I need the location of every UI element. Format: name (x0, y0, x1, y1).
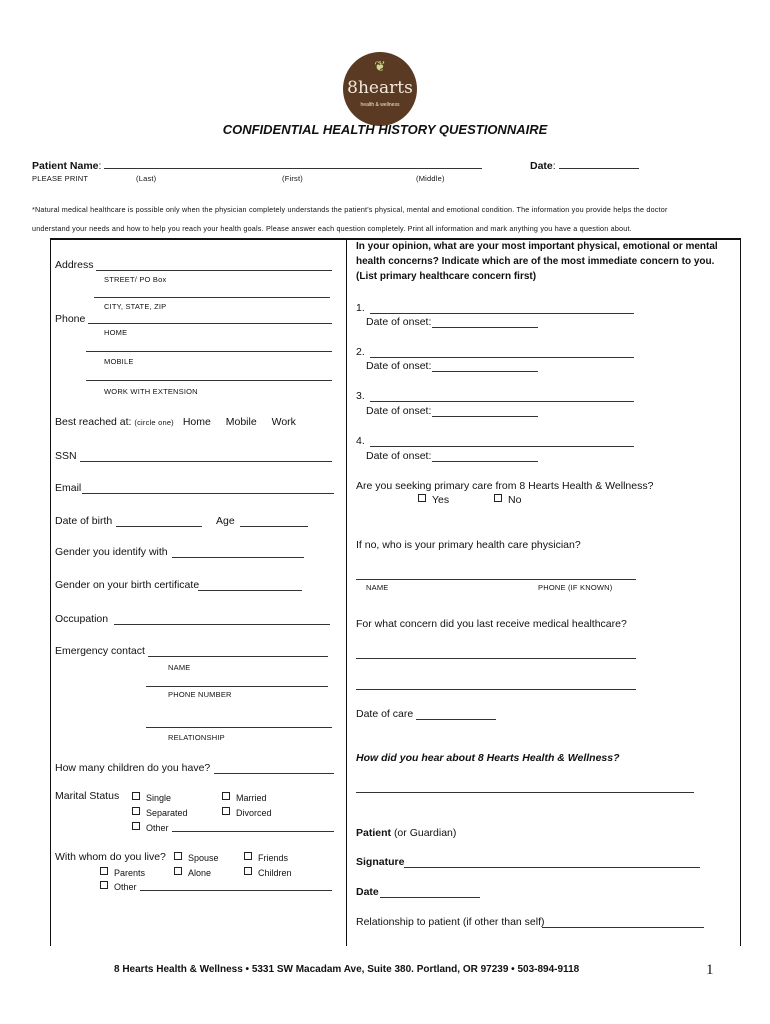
yes-label: Yes (432, 494, 450, 506)
onset-4-field[interactable] (432, 461, 538, 462)
other2-label: Other (114, 882, 137, 892)
dob-label: Date of birth (55, 515, 113, 527)
married-checkbox[interactable] (222, 792, 230, 800)
physician-question: If no, who is your primary health care physician? (356, 539, 581, 551)
street-caption: STREET/ PO Box (104, 275, 167, 284)
divider-center (346, 238, 347, 946)
emergency-name-field[interactable] (148, 656, 328, 657)
address-city-field[interactable] (94, 297, 330, 298)
live-with-label: With whom do you live? (55, 851, 166, 863)
phone-label: Phone (55, 313, 86, 325)
emergency-phone-field[interactable] (146, 686, 328, 687)
alone-checkbox[interactable] (174, 867, 182, 875)
best-reached-row (55, 416, 296, 428)
email-label: Email (55, 482, 82, 494)
gender-birth-field[interactable] (198, 590, 302, 591)
physician-field[interactable] (356, 579, 636, 580)
concern-3-field[interactable] (370, 401, 634, 402)
mobile-caption: MOBILE (104, 357, 134, 366)
onset-1-field[interactable] (432, 327, 538, 328)
phone-mobile-field[interactable] (86, 351, 332, 352)
patient-name-label: Patient Name (32, 160, 99, 172)
hear-about-field[interactable] (356, 792, 694, 793)
onset-2-field[interactable] (432, 371, 538, 372)
ssn-label: SSN (55, 450, 77, 462)
logo-tagline: health & wellness (360, 102, 400, 108)
marital-married[interactable] (222, 792, 267, 803)
home-caption: HOME (104, 328, 128, 337)
patient-name-row: Patient Name: (32, 157, 482, 172)
divorced-checkbox[interactable] (222, 807, 230, 815)
no-checkbox[interactable] (494, 494, 502, 502)
concern-2-number: 2. (356, 346, 365, 358)
phone-home-field[interactable] (88, 323, 332, 324)
onset-3-field[interactable] (432, 416, 538, 417)
other-checkbox[interactable] (132, 822, 140, 830)
concerns-line-3: (List primary healthcare concern first) (356, 271, 537, 282)
intro-line-1: *Natural medical healthcare is possible only when the physician completely understands the patient's physical, mental and emotional condition. The information you provide helps the doctor (32, 205, 668, 214)
primary-no[interactable] (494, 494, 521, 506)
children-checkbox[interactable] (244, 867, 252, 875)
marital-other-field[interactable] (172, 831, 334, 832)
relationship-field[interactable] (542, 927, 704, 928)
concern-4-number: 4. (356, 435, 365, 447)
friends-label: Friends (258, 853, 289, 863)
children-label: How many children do you have? (55, 762, 211, 774)
border-left (50, 238, 51, 946)
logo-text: 8hearts (347, 78, 413, 98)
option-home[interactable]: Home (182, 416, 211, 428)
concern-2-field[interactable] (370, 357, 634, 358)
concern-3-number: 3. (356, 390, 365, 402)
sign-date-field[interactable] (380, 897, 480, 898)
other-label: Other (146, 823, 169, 833)
primary-care-question: Are you seeking primary care from 8 Hearts Health & Wellness? (356, 480, 654, 492)
physician-phone-caption: PHONE (IF KNOWN) (538, 583, 613, 592)
patient-name-field[interactable] (104, 157, 482, 169)
separated-label: Separated (146, 808, 188, 818)
hear-about-question: How did you hear about 8 Hearts Health & Wellness? (356, 752, 620, 764)
live-children[interactable] (244, 867, 292, 878)
no-label: No (508, 494, 522, 506)
page-title: CONFIDENTIAL HEALTH HISTORY QUESTIONNAIRE (222, 122, 548, 137)
emergency-label: Emergency contact (55, 645, 145, 657)
gender-identify-label: Gender you identify with (55, 546, 168, 558)
live-friends[interactable] (244, 852, 288, 863)
option-work[interactable]: Work (271, 416, 296, 428)
marital-single[interactable] (132, 792, 171, 803)
gender-birth-label: Gender on your birth certificate (55, 579, 200, 591)
physician-name-caption: NAME (366, 583, 389, 592)
signature-field[interactable] (404, 867, 700, 868)
onset-1-label: Date of onset: (366, 316, 432, 328)
age-field[interactable] (240, 526, 308, 527)
address-label: Address (55, 259, 94, 271)
or-guardian-label: (or Guardian) (393, 827, 457, 839)
email-field[interactable] (82, 493, 334, 494)
spouse-checkbox[interactable] (174, 852, 182, 860)
last-concern-field-2[interactable] (356, 689, 636, 690)
last-concern-field-1[interactable] (356, 658, 636, 659)
concerns-line-2: health concerns? Indicate which are of the most immediate concern to you. (356, 256, 715, 267)
patient-label: Patient (356, 827, 392, 839)
option-mobile[interactable]: Mobile (225, 416, 257, 428)
logo-leaf-icon: ❦ (374, 58, 386, 74)
last-concern-question: For what concern did you last receive medical healthcare? (356, 618, 627, 630)
intro-line-2: understand your needs and how to help you reach your health goals. Please answer each question completely. Print all information and mark anything you have a question about. (32, 224, 632, 233)
circle-one-note: (circle one) (134, 418, 174, 427)
footer-address: 8 Hearts Health & Wellness • 5331 SW Macadam Ave, Suite 380. Portland, OR 97239 • 503-894-9118 (114, 964, 580, 975)
city-caption: CITY, STATE, ZIP (104, 302, 167, 311)
live-alone[interactable] (174, 867, 211, 878)
date-of-care-field[interactable] (416, 719, 496, 720)
concern-1-number: 1. (356, 302, 365, 314)
alone-label: Alone (188, 868, 212, 878)
emergency-phone-caption: PHONE NUMBER (168, 690, 232, 699)
please-print: PLEASE PRINT (32, 174, 89, 183)
last-label: (Last) (136, 174, 157, 183)
gender-identify-field[interactable] (172, 557, 304, 558)
dob-field[interactable] (116, 526, 202, 527)
address-street-field[interactable] (96, 270, 332, 271)
first-label: (First) (282, 174, 303, 183)
concerns-line-1: In your opinion, what are your most important physical, emotional or mental (356, 241, 718, 252)
live-parents[interactable] (100, 867, 145, 878)
divider-top (50, 238, 740, 240)
onset-4-label: Date of onset: (366, 450, 432, 462)
married-label: Married (236, 793, 267, 803)
single-label: Single (146, 793, 172, 803)
parents-checkbox[interactable] (100, 867, 108, 875)
marital-label: Marital Status (55, 790, 120, 802)
other2-checkbox[interactable] (100, 881, 108, 889)
separated-checkbox[interactable] (132, 807, 140, 815)
middle-label: (Middle) (416, 174, 445, 183)
yes-checkbox[interactable] (418, 494, 426, 502)
occupation-label: Occupation (55, 613, 109, 625)
sign-date-label: Date (356, 886, 379, 898)
border-right (740, 238, 741, 946)
marital-divorced[interactable] (222, 807, 272, 818)
occupation-field[interactable] (114, 624, 330, 625)
parents-label: Parents (114, 868, 146, 878)
single-checkbox[interactable] (132, 792, 140, 800)
onset-3-label: Date of onset: (366, 405, 432, 417)
divorced-label: Divorced (236, 808, 272, 818)
page-number: 1 (706, 962, 714, 978)
friends-checkbox[interactable] (244, 852, 252, 860)
live-other[interactable] (100, 881, 137, 892)
date-of-care-label: Date of care (356, 708, 414, 720)
onset-2-label: Date of onset: (366, 360, 432, 372)
children-field[interactable] (214, 773, 334, 774)
concern-4-field[interactable] (370, 446, 634, 447)
concern-1-field[interactable] (370, 313, 634, 314)
date-row: Date: (530, 157, 639, 172)
relationship-label: Relationship to patient (if other than self) (356, 916, 545, 928)
ssn-field[interactable] (80, 461, 332, 462)
signature-label: Signature (356, 856, 405, 868)
children-opt-label: Children (258, 868, 292, 878)
emergency-relationship-field[interactable] (146, 727, 332, 728)
emergency-name-caption: NAME (168, 663, 191, 672)
logo (343, 52, 417, 126)
date-label: Date (530, 160, 553, 172)
best-reached-label: Best reached at: (55, 416, 132, 428)
live-spouse[interactable] (174, 852, 219, 863)
spouse-label: Spouse (188, 853, 219, 863)
emergency-relationship-caption: RELATIONSHIP (168, 733, 225, 742)
primary-yes[interactable] (418, 494, 449, 506)
marital-separated[interactable] (132, 807, 188, 818)
age-label: Age (216, 515, 235, 527)
patient-row (356, 827, 456, 839)
work-caption: WORK WITH EXTENSION (104, 387, 198, 396)
date-field[interactable] (559, 157, 639, 169)
marital-other[interactable] (132, 822, 169, 833)
live-other-field[interactable] (140, 890, 332, 891)
phone-work-field[interactable] (86, 380, 332, 381)
